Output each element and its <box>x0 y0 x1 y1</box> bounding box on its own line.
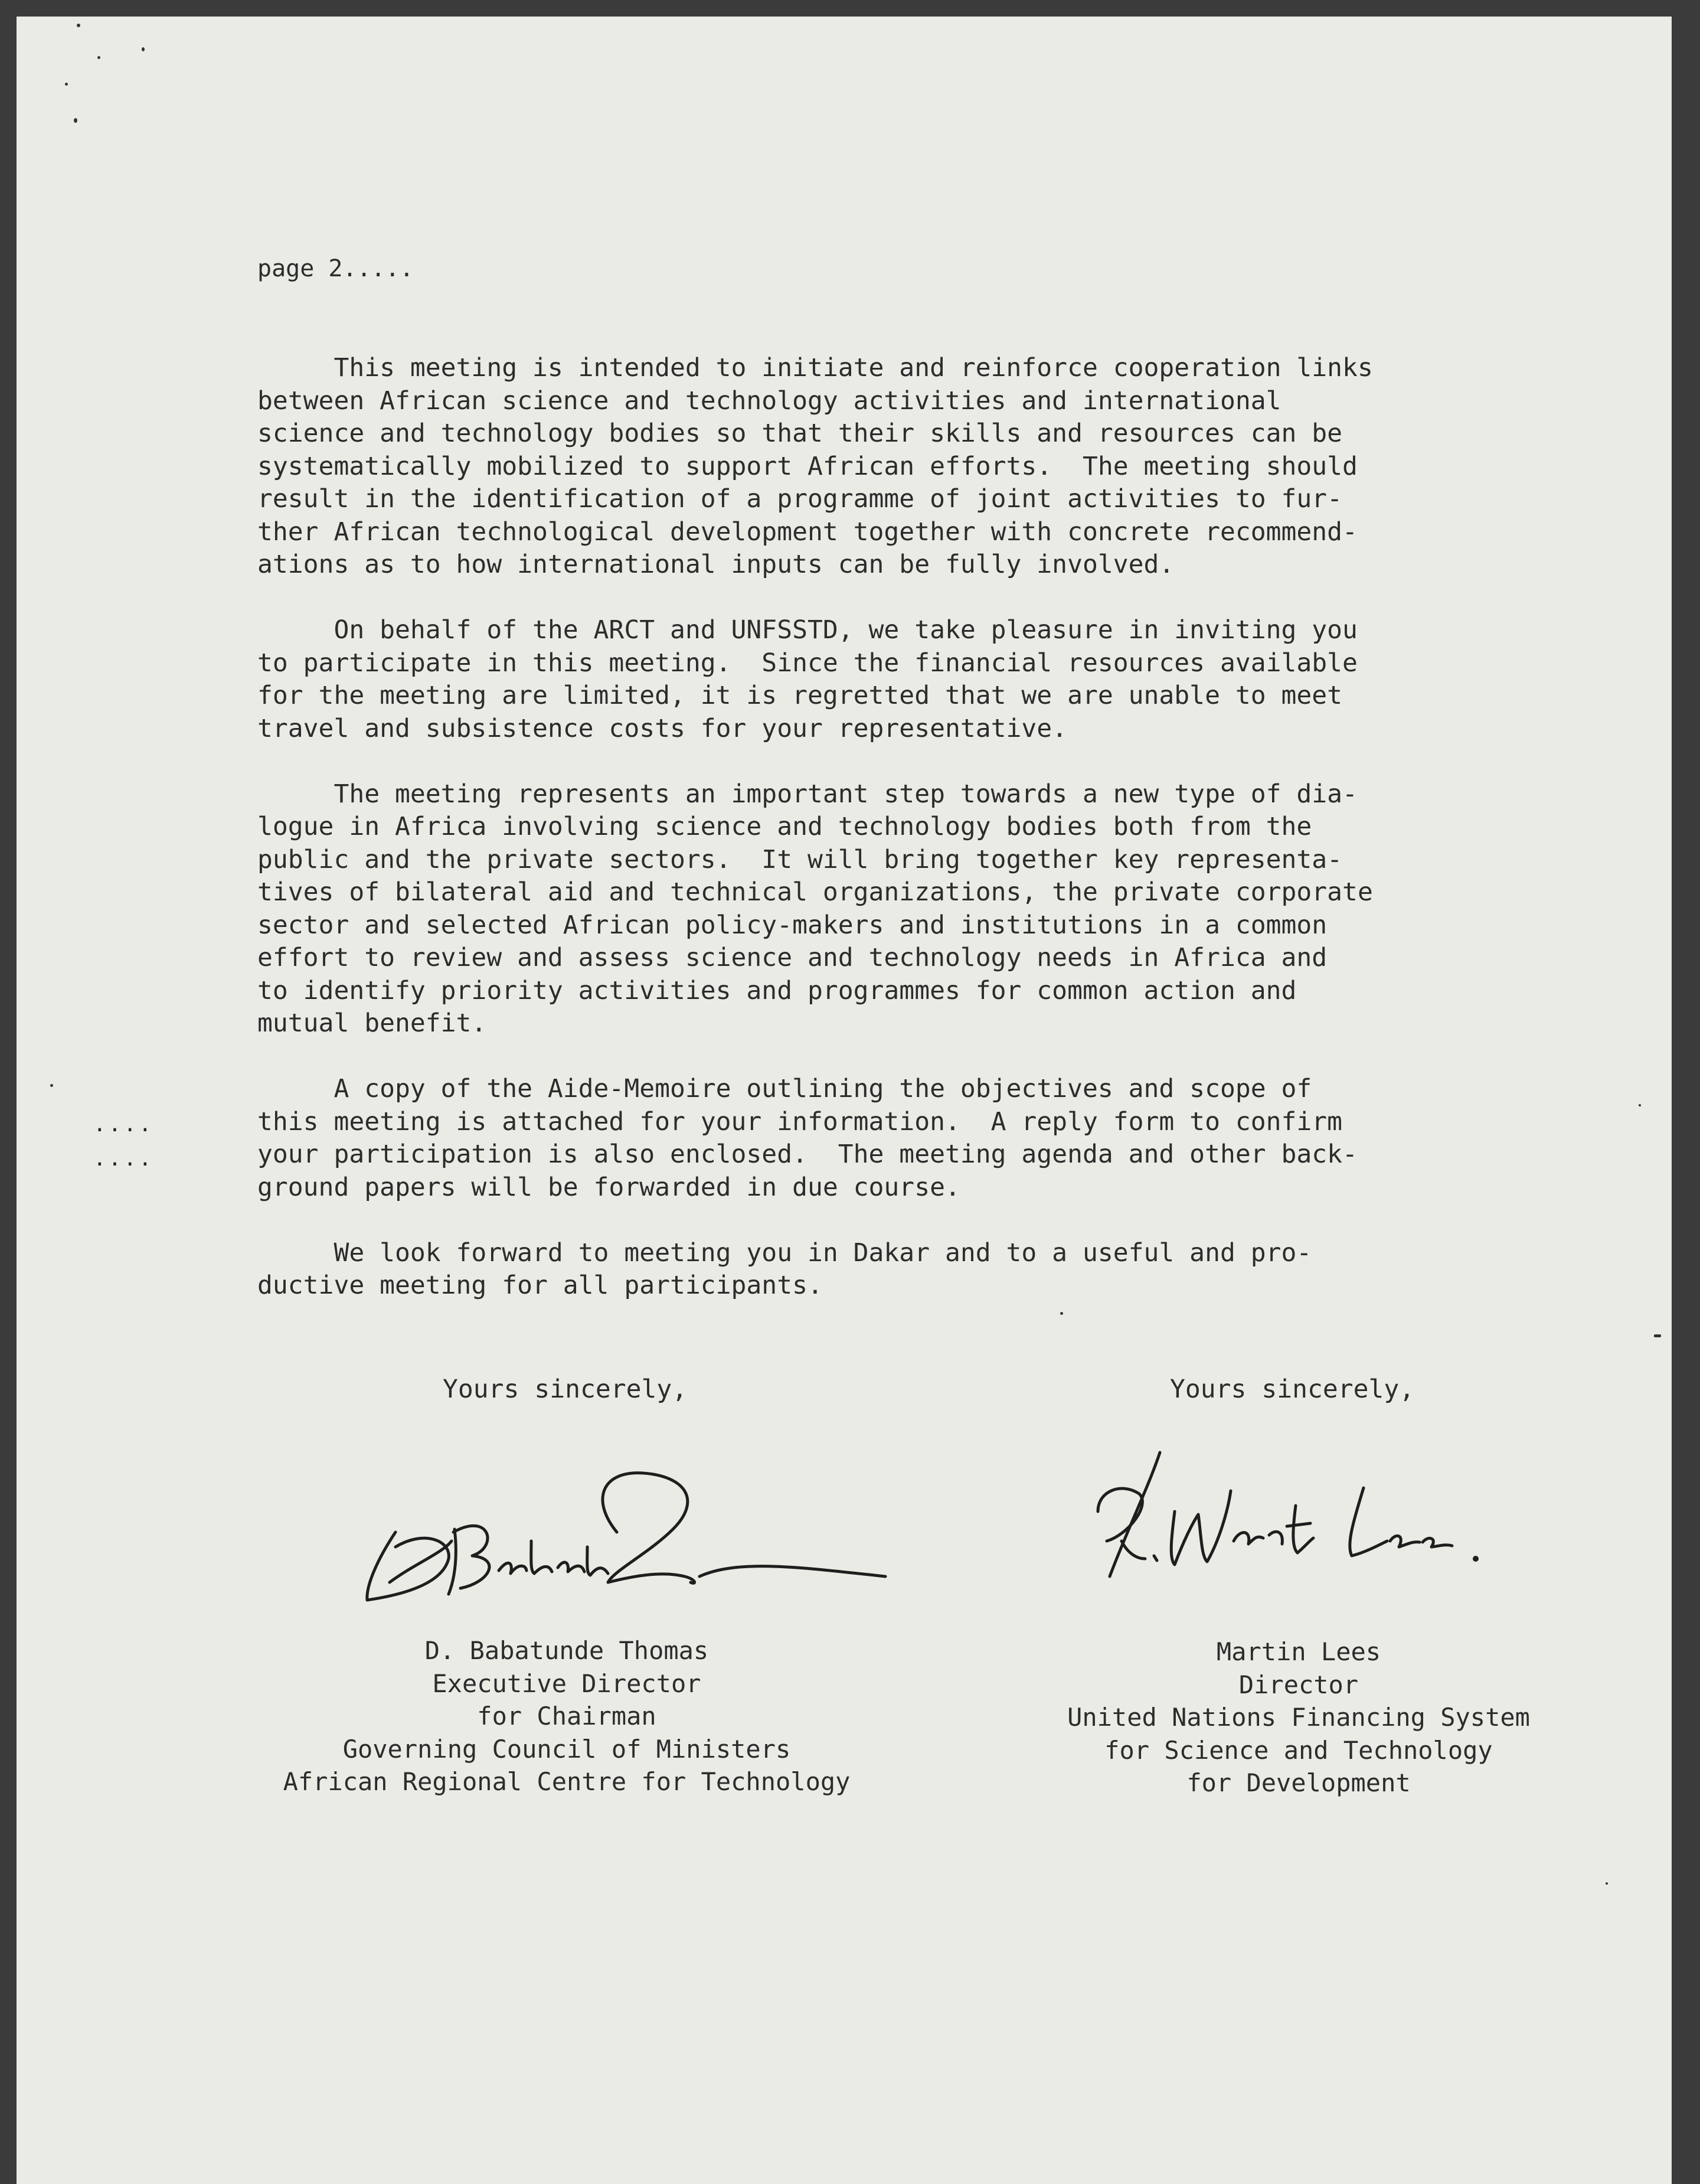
speck <box>97 56 100 59</box>
signatory-left <box>236 1634 897 1798</box>
text-line: mutual benefit. <box>257 1008 487 1038</box>
text-line: ations as to how international inputs can be fully involved. <box>257 550 1175 579</box>
speck <box>1654 1334 1661 1337</box>
text-line: ther African technological development together with concrete recommend- <box>257 517 1358 547</box>
text-line: science and technology bodies so that their skills and resources can be <box>257 419 1343 448</box>
speck <box>65 83 68 86</box>
signatory-name: Martin Lees <box>1216 1637 1381 1666</box>
text-line: result in the identification of a programme of joint activities to fur- <box>257 484 1343 514</box>
text-line: your participation is also enclosed. The meeting agenda and other back- <box>257 1140 1358 1169</box>
signatory-org: United Nations Financing System <box>1067 1703 1530 1732</box>
paragraph <box>257 1073 1497 1204</box>
text-line: to identify priority activities and programmes for common action and <box>257 975 1297 1006</box>
signatory-title: for Chairman <box>477 1702 656 1731</box>
text-line: tives of bilateral aid and technical organizations, the private corporate <box>257 877 1373 907</box>
text-line: We look forward to meeting you in Dakar and to a useful and pro- <box>257 1238 1312 1268</box>
text-line: logue in Africa involving science and technology bodies both from the <box>257 812 1312 841</box>
speck <box>74 118 77 123</box>
text-line: for the meeting are limited, it is regretted that we are unable to meet <box>257 681 1343 710</box>
text-line: ductive meeting for all participants. <box>257 1271 823 1300</box>
signatory-org: African Regional Centre for Technology <box>283 1767 851 1796</box>
text-line: On behalf of the ARCT and UNFSSTD, we take pleasure in inviting you <box>257 615 1358 645</box>
text-line: ground papers will be forwarded in due course. <box>257 1172 960 1202</box>
signatory-right <box>992 1635 1606 1800</box>
margin-mark: .... <box>93 1112 154 1137</box>
speck <box>50 1084 53 1087</box>
paragraph <box>257 614 1497 745</box>
speck <box>142 47 145 51</box>
speck <box>1060 1312 1063 1315</box>
signature-left <box>354 1458 897 1624</box>
text-line: between African science and technology activities and international <box>257 386 1281 416</box>
signatory-title: Director <box>1238 1670 1359 1699</box>
page-reference: page 2..... <box>257 255 414 282</box>
text-line: systematically mobilized to support African efforts. The meeting should <box>257 451 1358 481</box>
speck <box>1639 1104 1641 1106</box>
speck <box>77 24 80 27</box>
text-line: The meeting represents an important step towards a new type of dia- <box>257 779 1358 809</box>
signatory-org: Governing Council of Ministers <box>342 1734 791 1764</box>
signatory-title: Executive Director <box>432 1669 701 1698</box>
text-line: travel and subsistence costs for your representative. <box>257 713 1068 743</box>
signature-right <box>1086 1441 1511 1594</box>
text-line: effort to review and assess science and technology needs in Africa and <box>257 943 1328 972</box>
text-line: This meeting is intended to initiate and reinforce cooperation links <box>257 353 1373 383</box>
signatory-org: for Science and Technology <box>1104 1735 1493 1765</box>
signatory-name: D. Babatunde Thomas <box>424 1636 709 1665</box>
signatory-org: for Development <box>1186 1768 1411 1797</box>
text-line: A copy of the Aide-Memoire outlining the objectives and scope of <box>257 1074 1312 1104</box>
speck <box>1606 1882 1608 1885</box>
text-line: to participate in this meeting. Since the financial resources available <box>257 648 1358 678</box>
margin-mark: .... <box>93 1147 154 1171</box>
text-line: public and the private sectors. It will bring together key representa- <box>257 844 1343 874</box>
letter-body <box>257 352 1497 1335</box>
text-line: this meeting is attached for your information. A reply form to confirm <box>257 1106 1343 1137</box>
closing-left: Yours sincerely, <box>443 1375 688 1404</box>
paragraph <box>257 778 1497 1040</box>
paragraph <box>257 1237 1497 1302</box>
text-line: sector and selected African policy-makers and institutions in a common <box>257 910 1328 940</box>
closing-right: Yours sincerely, <box>1170 1375 1415 1404</box>
paragraph <box>257 352 1497 582</box>
